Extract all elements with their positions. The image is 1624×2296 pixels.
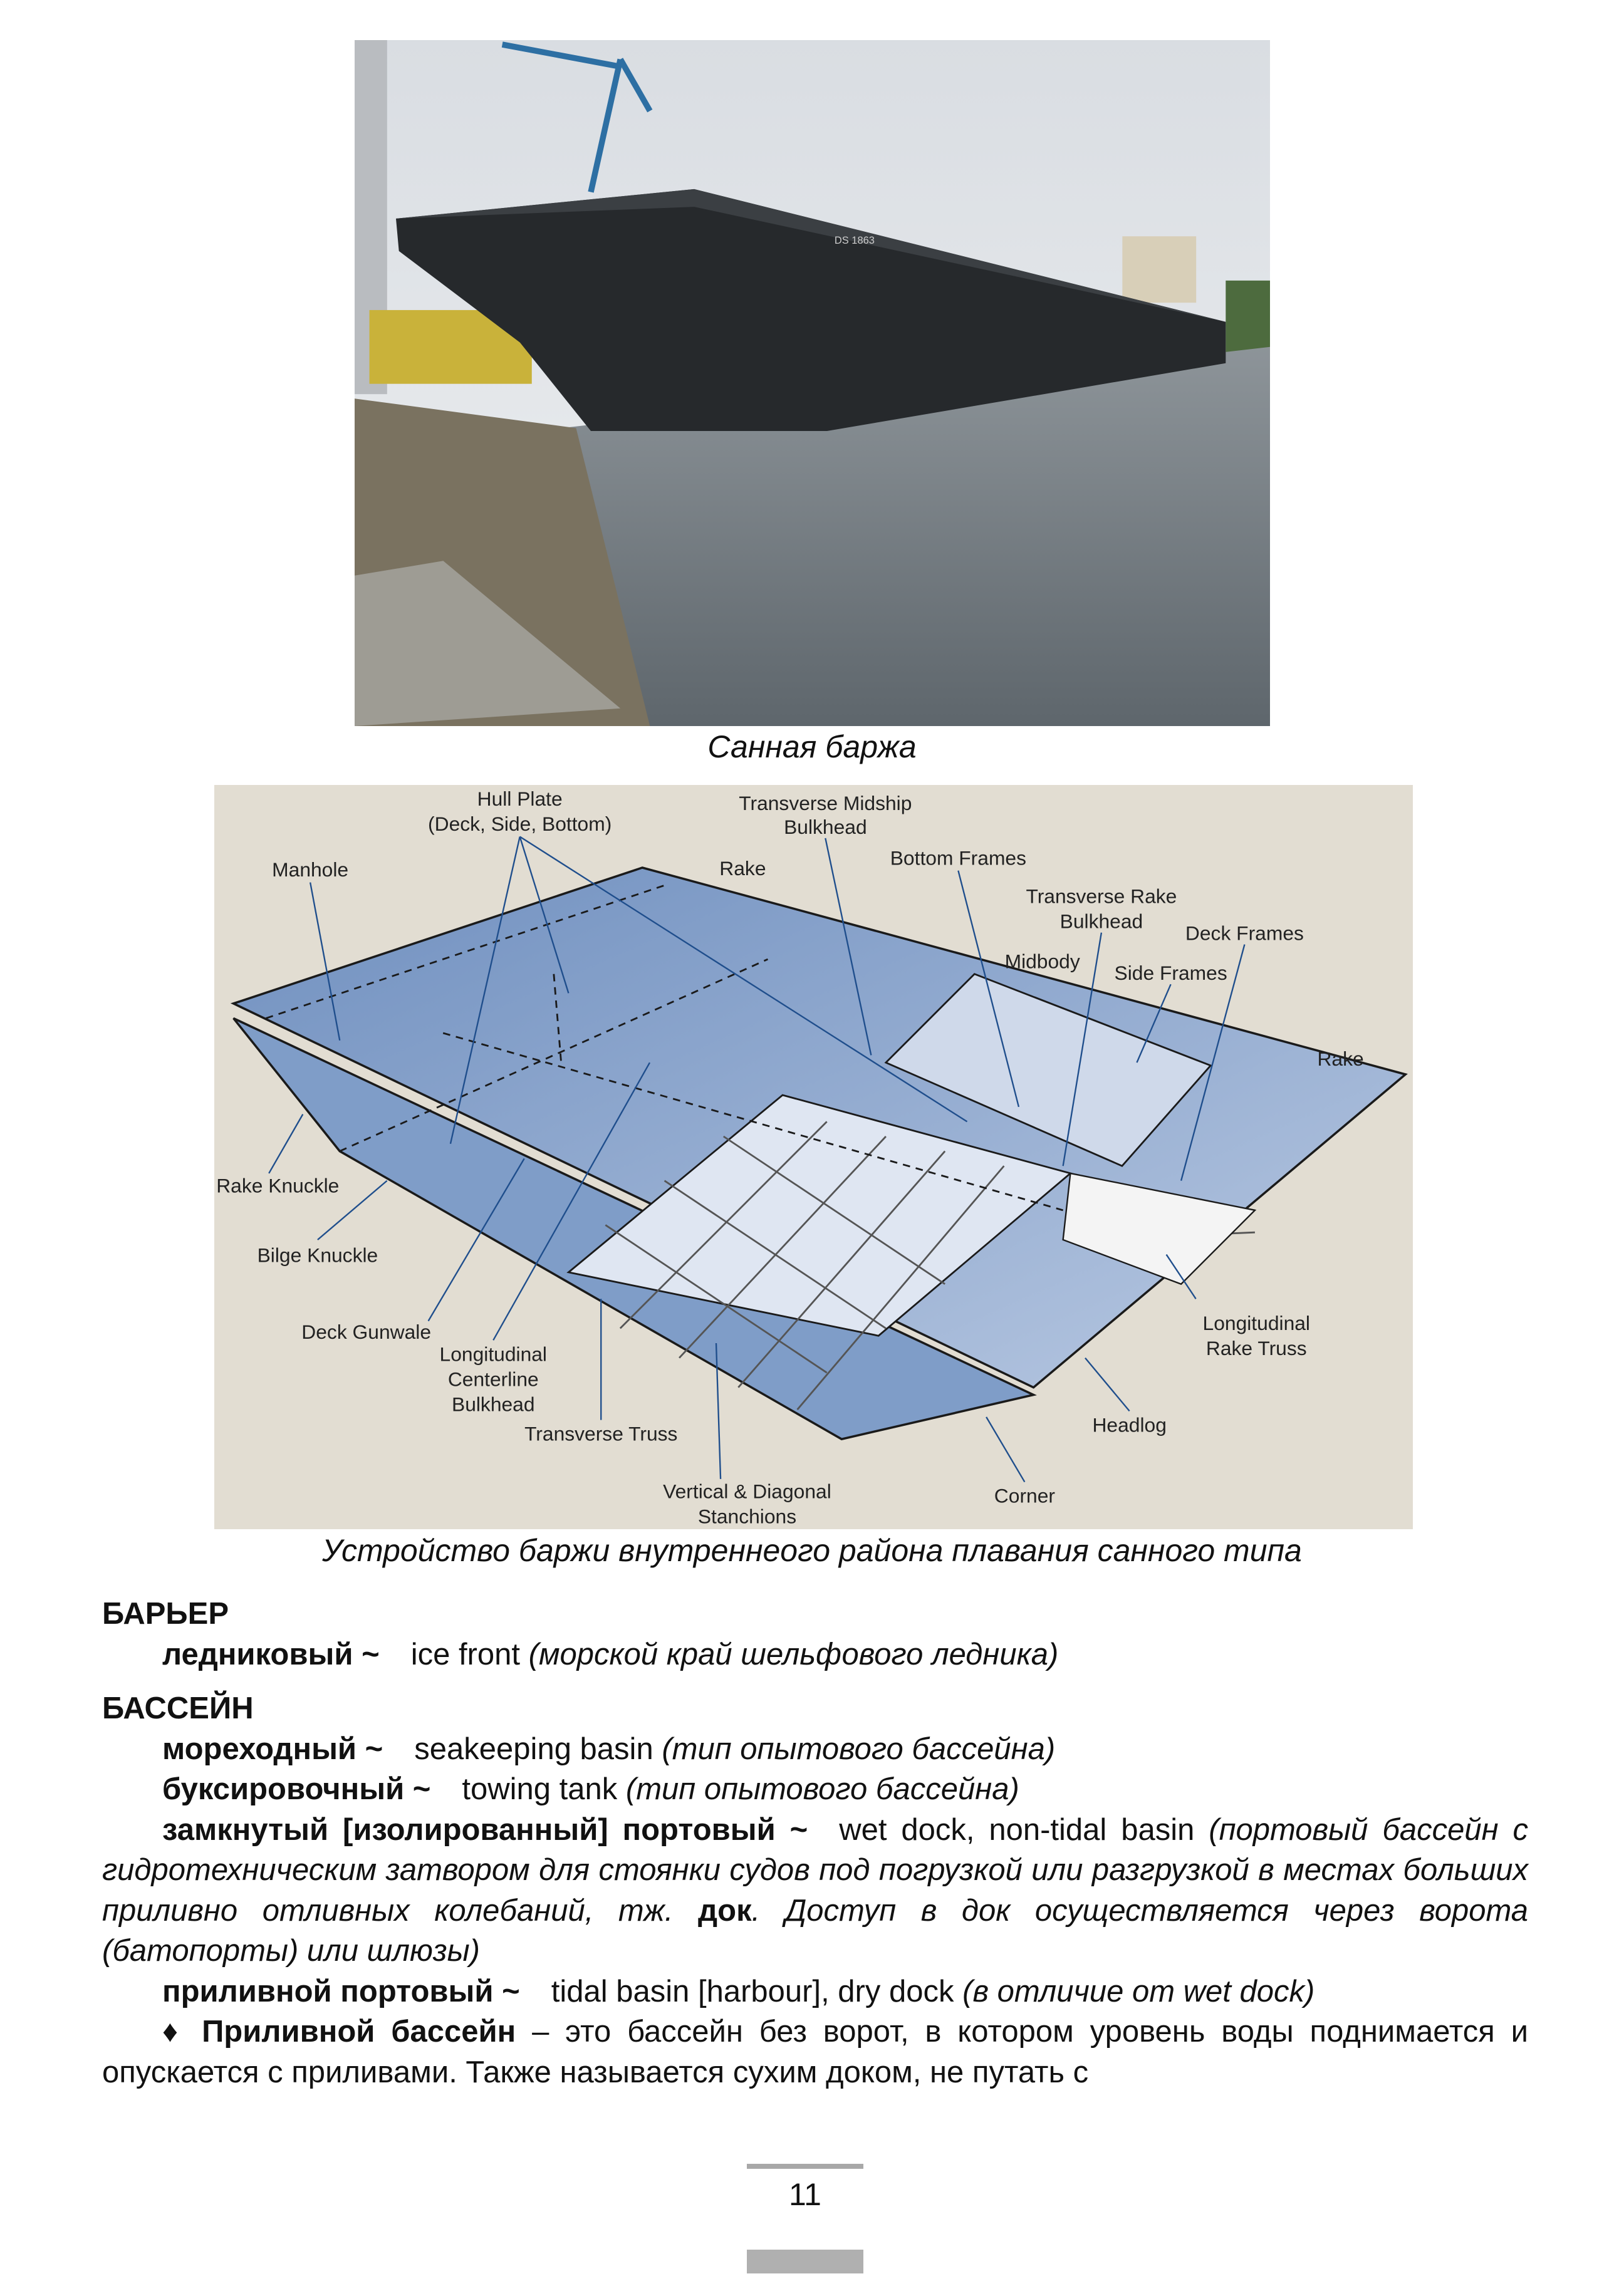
note-continued: . Доступ в док осуществляется через ворота (батопорты) или шлюзы): [102, 1893, 1528, 1968]
label-stanchions: Vertical & Diagonal: [663, 1480, 831, 1503]
label-rake-knuckle: Rake Knuckle: [216, 1174, 340, 1197]
label-deck-frames: Deck Frames: [1185, 922, 1304, 945]
diamond-bullet-icon: ♦: [162, 2015, 186, 2049]
note: (тип опытового бассейна): [625, 1772, 1019, 1806]
hull-marking: DS 1863: [834, 234, 875, 246]
photo-caption: Санная баржа: [707, 729, 917, 764]
label-rake-truss-2: Rake Truss: [1205, 1336, 1307, 1359]
label-deck-gunwale: Deck Gunwale: [301, 1320, 432, 1343]
translation: seakeeping basin: [414, 1732, 653, 1766]
label-rake-right: Rake: [1317, 1047, 1364, 1070]
term: приливной портовый ~: [162, 1974, 520, 2008]
label-centerline-bulkhead-2: Centerline: [447, 1368, 539, 1391]
term: буксировочный ~: [162, 1772, 431, 1806]
barge-photo: [355, 40, 1270, 726]
term: ледниковый ~: [162, 1637, 380, 1671]
label-transverse-truss: Transverse Truss: [524, 1422, 678, 1445]
explanation-paragraph: [102, 2012, 1528, 2092]
label-manhole: Manhole: [272, 858, 349, 881]
diagram-caption: Устройство баржи внутреннеого района плавания санного типа: [322, 1533, 1302, 1568]
paragraph-text: – это бассейн без ворот, в котором уровень воды поднимается и опускается с приливами. Также называется сухим доком, не путать с: [102, 2015, 1528, 2089]
headword: БАССЕЙН: [102, 1691, 254, 1725]
note: (портовый бассейн с гидротехническим затвором для стоянки судов под погрузкой или разгрузкой в местах больших приливно отливных колебаний, тж.: [102, 1812, 1528, 1928]
dictionary-entry: [102, 1769, 1528, 1810]
label-centerline-bulkhead-3: Bulkhead: [451, 1393, 535, 1416]
dictionary-entry: [102, 1729, 1528, 1770]
term: мореходный ~: [162, 1732, 383, 1766]
cross-reference: док: [698, 1893, 752, 1928]
page-number: 11: [789, 2177, 821, 2212]
label-headlog: Headlog: [1092, 1413, 1167, 1436]
translation: towing tank: [462, 1772, 618, 1806]
dictionary-entry: [102, 1634, 1528, 1675]
dictionary-body: [102, 1591, 1528, 2092]
note: (тип опытового бассейна): [662, 1732, 1056, 1766]
label-bilge-knuckle: Bilge Knuckle: [257, 1244, 378, 1267]
dictionary-entry: [102, 1971, 1528, 2012]
label-side-frames: Side Frames: [1114, 962, 1227, 985]
label-stanchions-2: Stanchions: [697, 1505, 797, 1528]
label-midship-bulkhead-2: Bulkhead: [784, 815, 867, 838]
term: замкнутый [изолированный] портовый ~: [162, 1812, 808, 1847]
translation: wet dock, non-tidal basin: [839, 1812, 1195, 1847]
label-rake-bulkhead-2: Bulkhead: [1059, 910, 1143, 933]
label-hull-plate: Hull Plate: [477, 787, 563, 811]
label-rake-truss: Longitudinal: [1202, 1311, 1311, 1334]
label-centerline-bulkhead: Longitudinal: [439, 1343, 547, 1366]
note: (в отличие от wet dock): [962, 1974, 1315, 2008]
label-midbody: Midbody: [1004, 950, 1080, 973]
label-bottom-frames: Bottom Frames: [890, 846, 1027, 870]
barge-structure-diagram: [214, 785, 1413, 1529]
headword: БАРЬЕР: [102, 1597, 229, 1631]
label-corner: Corner: [994, 1484, 1055, 1507]
note: (морской край шельфового ледника): [528, 1637, 1059, 1671]
label-rake-top: Rake: [719, 856, 766, 880]
label-hull-plate-detail: (Deck, Side, Bottom): [428, 813, 612, 836]
footer-bar: [747, 2250, 863, 2273]
translation: tidal basin [harbour], dry dock: [551, 1974, 954, 2008]
dictionary-entry: [102, 1810, 1528, 1971]
page-number-rule: [747, 2164, 863, 2169]
paragraph-term: Приливной бассейн: [202, 2015, 516, 2049]
label-rake-bulkhead: Transverse Rake: [1026, 885, 1177, 908]
label-midship-bulkhead: Transverse Midship: [739, 792, 912, 815]
translation: ice front: [410, 1637, 520, 1671]
